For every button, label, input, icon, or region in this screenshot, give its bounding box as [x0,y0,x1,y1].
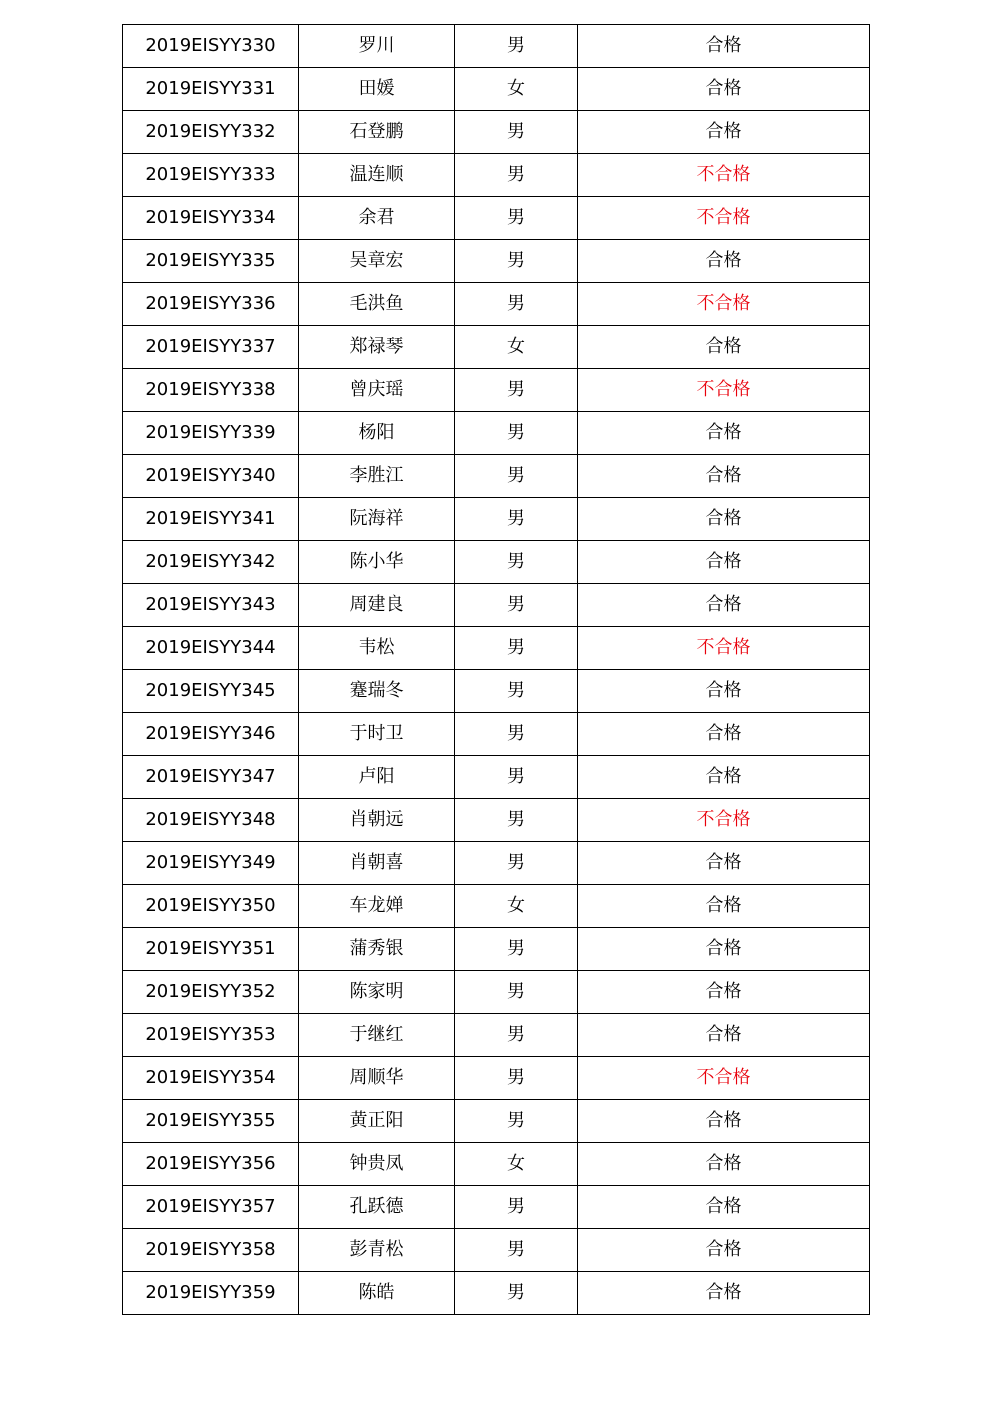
candidate-name-cell: 肖朝喜 [299,842,455,885]
table-row [123,799,870,842]
candidate-name-cell: 温连顺 [299,154,455,197]
result-cell: 合格 [578,111,870,154]
candidate-name-cell: 彭青松 [299,1229,455,1272]
result-cell: 不合格 [578,283,870,326]
candidate-name-cell: 田媛 [299,68,455,111]
gender-cell: 男 [455,713,578,756]
table-row [123,1143,870,1186]
gender-cell: 男 [455,971,578,1014]
candidate-name-cell: 卢阳 [299,756,455,799]
result-cell: 不合格 [578,369,870,412]
table-row [123,971,870,1014]
candidate-name-cell: 韦松 [299,627,455,670]
result-cell: 合格 [578,584,870,627]
candidate-name-cell: 肖朝远 [299,799,455,842]
candidate-name-cell: 石登鹏 [299,111,455,154]
result-cell: 合格 [578,326,870,369]
table-row [123,412,870,455]
candidate-id-cell: 2019EISYY355 [123,1100,299,1143]
table-row [123,584,870,627]
table-row [123,1272,870,1315]
result-cell: 合格 [578,412,870,455]
gender-cell: 男 [455,1186,578,1229]
gender-cell: 男 [455,670,578,713]
candidate-name-cell: 李胜江 [299,455,455,498]
candidate-name-cell: 陈皓 [299,1272,455,1315]
gender-cell: 男 [455,756,578,799]
table-row [123,25,870,68]
table-row [123,1229,870,1272]
result-cell: 合格 [578,1143,870,1186]
gender-cell: 男 [455,584,578,627]
result-cell: 合格 [578,756,870,799]
gender-cell: 男 [455,154,578,197]
candidate-id-cell: 2019EISYY346 [123,713,299,756]
candidate-id-cell: 2019EISYY354 [123,1057,299,1100]
gender-cell: 男 [455,1100,578,1143]
result-cell: 合格 [578,670,870,713]
candidate-name-cell: 陈家明 [299,971,455,1014]
candidate-id-cell: 2019EISYY351 [123,928,299,971]
table-row [123,111,870,154]
candidate-name-cell: 于时卫 [299,713,455,756]
candidate-name-cell: 蹇瑞冬 [299,670,455,713]
table-row [123,713,870,756]
table-row [123,154,870,197]
table-row [123,455,870,498]
result-cell: 不合格 [578,799,870,842]
candidate-id-cell: 2019EISYY337 [123,326,299,369]
gender-cell: 男 [455,1014,578,1057]
candidate-name-cell: 毛洪鱼 [299,283,455,326]
candidate-name-cell: 周建良 [299,584,455,627]
candidate-id-cell: 2019EISYY334 [123,197,299,240]
candidate-id-cell: 2019EISYY330 [123,25,299,68]
candidate-name-cell: 孔跃德 [299,1186,455,1229]
result-cell: 合格 [578,25,870,68]
result-cell: 合格 [578,842,870,885]
gender-cell: 男 [455,799,578,842]
gender-cell: 男 [455,1057,578,1100]
candidate-name-cell: 黄正阳 [299,1100,455,1143]
table-row [123,369,870,412]
candidate-name-cell: 于继红 [299,1014,455,1057]
candidate-name-cell: 蒲秀银 [299,928,455,971]
candidate-id-cell: 2019EISYY332 [123,111,299,154]
result-cell: 不合格 [578,1057,870,1100]
result-cell: 合格 [578,1100,870,1143]
candidate-name-cell: 周顺华 [299,1057,455,1100]
gender-cell: 女 [455,326,578,369]
result-cell: 不合格 [578,197,870,240]
result-cell: 合格 [578,68,870,111]
candidate-name-cell: 钟贵凤 [299,1143,455,1186]
gender-cell: 男 [455,928,578,971]
table-row [123,928,870,971]
results-table-body [123,25,870,1315]
candidate-id-cell: 2019EISYY338 [123,369,299,412]
table-row [123,68,870,111]
gender-cell: 男 [455,369,578,412]
result-cell: 合格 [578,240,870,283]
candidate-id-cell: 2019EISYY349 [123,842,299,885]
result-cell: 合格 [578,1186,870,1229]
gender-cell: 男 [455,197,578,240]
gender-cell: 男 [455,842,578,885]
table-row [123,326,870,369]
result-cell: 合格 [578,541,870,584]
candidate-id-cell: 2019EISYY352 [123,971,299,1014]
table-row [123,283,870,326]
candidate-id-cell: 2019EISYY348 [123,799,299,842]
candidate-id-cell: 2019EISYY333 [123,154,299,197]
candidate-id-cell: 2019EISYY340 [123,455,299,498]
gender-cell: 男 [455,240,578,283]
result-cell: 合格 [578,885,870,928]
candidate-name-cell: 吴章宏 [299,240,455,283]
gender-cell: 男 [455,627,578,670]
candidate-id-cell: 2019EISYY358 [123,1229,299,1272]
candidate-id-cell: 2019EISYY341 [123,498,299,541]
candidate-id-cell: 2019EISYY339 [123,412,299,455]
candidate-id-cell: 2019EISYY356 [123,1143,299,1186]
results-table [122,24,870,1315]
gender-cell: 女 [455,885,578,928]
gender-cell: 男 [455,283,578,326]
table-row [123,498,870,541]
candidate-id-cell: 2019EISYY350 [123,885,299,928]
candidate-id-cell: 2019EISYY343 [123,584,299,627]
candidate-name-cell: 杨阳 [299,412,455,455]
candidate-name-cell: 车龙婵 [299,885,455,928]
gender-cell: 女 [455,1143,578,1186]
gender-cell: 男 [455,412,578,455]
candidate-id-cell: 2019EISYY359 [123,1272,299,1315]
result-cell: 合格 [578,928,870,971]
candidate-id-cell: 2019EISYY336 [123,283,299,326]
candidate-id-cell: 2019EISYY331 [123,68,299,111]
result-cell: 合格 [578,455,870,498]
result-cell: 合格 [578,1272,870,1315]
result-cell: 合格 [578,971,870,1014]
candidate-id-cell: 2019EISYY353 [123,1014,299,1057]
gender-cell: 男 [455,455,578,498]
candidate-name-cell: 阮海祥 [299,498,455,541]
candidate-id-cell: 2019EISYY344 [123,627,299,670]
candidate-name-cell: 曾庆瑶 [299,369,455,412]
result-cell: 合格 [578,1014,870,1057]
candidate-id-cell: 2019EISYY335 [123,240,299,283]
gender-cell: 男 [455,111,578,154]
candidate-name-cell: 陈小华 [299,541,455,584]
gender-cell: 男 [455,25,578,68]
result-cell: 合格 [578,498,870,541]
gender-cell: 男 [455,541,578,584]
candidate-name-cell: 余君 [299,197,455,240]
table-row [123,842,870,885]
table-row [123,197,870,240]
table-row [123,240,870,283]
gender-cell: 男 [455,1229,578,1272]
result-cell: 不合格 [578,154,870,197]
result-cell: 合格 [578,1229,870,1272]
table-row [123,1100,870,1143]
table-row [123,1014,870,1057]
table-row [123,627,870,670]
result-cell: 合格 [578,713,870,756]
table-row [123,541,870,584]
candidate-id-cell: 2019EISYY342 [123,541,299,584]
candidate-name-cell: 罗川 [299,25,455,68]
candidate-id-cell: 2019EISYY345 [123,670,299,713]
result-cell: 不合格 [578,627,870,670]
candidate-name-cell: 郑禄琴 [299,326,455,369]
candidate-id-cell: 2019EISYY347 [123,756,299,799]
table-row [123,756,870,799]
gender-cell: 男 [455,1272,578,1315]
gender-cell: 男 [455,498,578,541]
table-row [123,885,870,928]
table-row [123,1057,870,1100]
table-row [123,1186,870,1229]
candidate-id-cell: 2019EISYY357 [123,1186,299,1229]
table-row [123,670,870,713]
gender-cell: 女 [455,68,578,111]
